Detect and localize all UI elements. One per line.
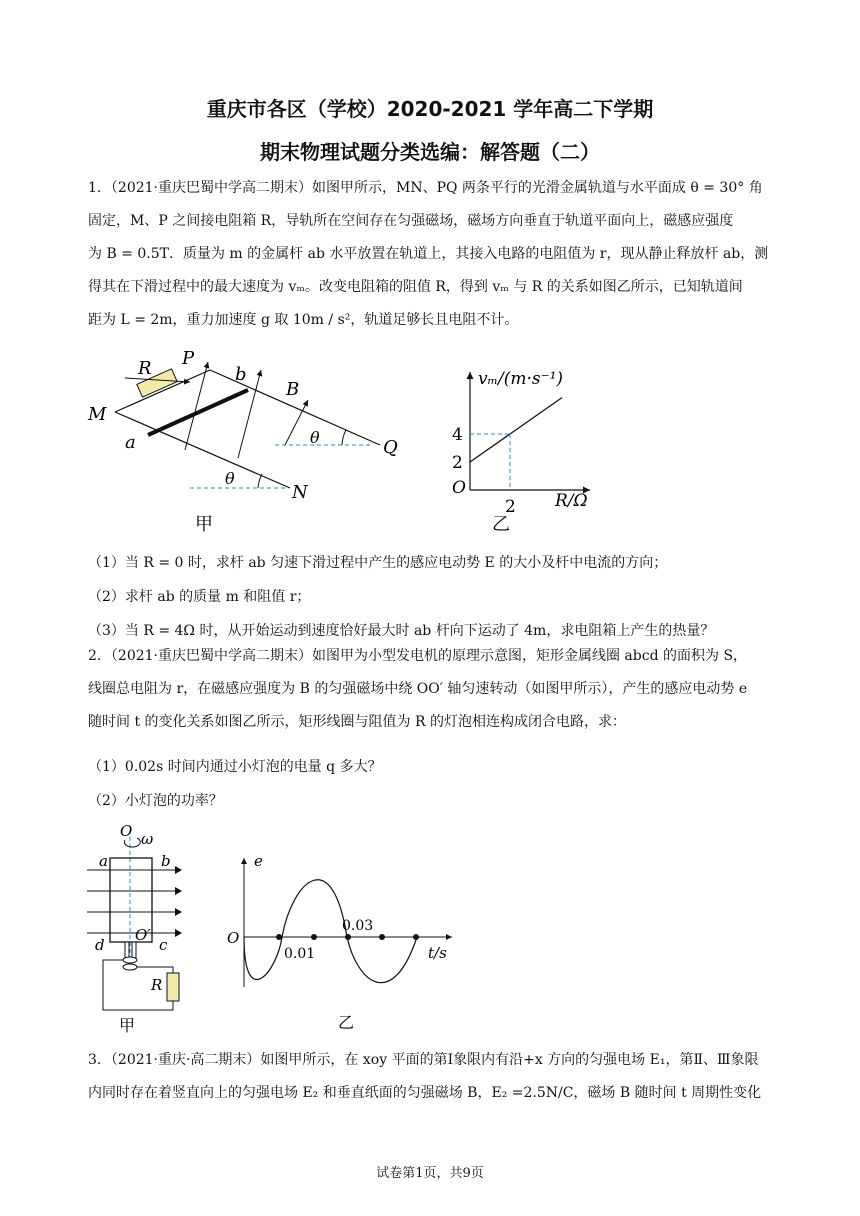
q2-line: 线圈总电阻为 r，在磁感应强度为 B 的匀强磁场中绕 OO′ 轴匀速转动（如图甲所示），产生的感应电动势 e: [88, 681, 748, 697]
q1-figure-jia: [80, 340, 420, 540]
label-theta-bottom: θ: [225, 469, 235, 488]
question-3-text: [88, 1044, 778, 1110]
label-t: t/s: [428, 944, 447, 962]
label-a: a: [99, 852, 108, 870]
question-2-text: [88, 640, 778, 739]
label-R: R: [151, 976, 163, 994]
label-O: O: [120, 822, 133, 840]
q1-line: 得其在下滑过程中的最大速度为 vₘ。改变电阻箱的阻值 R，得到 vₘ 与 R 的关系如图乙所示，已知轨道间: [88, 279, 743, 295]
label-b: b: [161, 852, 171, 870]
figure-caption-yi-2: 乙: [338, 1013, 355, 1032]
q2-figure-yi: [222, 852, 462, 1032]
y-tick-label: 2: [452, 453, 463, 473]
figure-caption-jia-2: 甲: [119, 1016, 136, 1033]
q2-line: 2．（2021·重庆巴蜀中学高二期末）如图甲为小型发电机的原理示意图，矩形金属线圈 abcd 的面积为 S，: [88, 648, 748, 664]
label-P: P: [182, 348, 195, 369]
chart-xlabel: R/Ω: [555, 491, 588, 511]
q2-line: 随时间 t 的变化关系如图乙所示，矩形线圈与阻值为 R 的灯泡相连构成闭合电路，求：: [88, 714, 626, 730]
title-line-2: 期末物理试题分类选编：解答题（二）: [260, 140, 600, 164]
chart-ylabel: vₘ/(m·s⁻¹): [478, 369, 564, 389]
label-Q: Q: [383, 437, 398, 458]
tick-0-01: 0.01: [284, 946, 316, 962]
title-line-1: 重庆市各区（学校）2020-2021 学年高二下学期: [206, 97, 654, 121]
y-tick-label: 4: [452, 425, 463, 445]
x-tick-label: 2: [505, 497, 516, 517]
q3-line: 内同时存在着竖直向上的匀强电场 E₂ 和垂直纸面的匀强磁场 B，E₂ =2.5N/C，磁场 B 随时间 t 周期性变化: [88, 1085, 762, 1101]
label-R: R: [138, 358, 152, 379]
page-footer: 试卷第1页，共9页: [376, 1166, 484, 1181]
tick-0-03: 0.03: [342, 918, 374, 934]
label-M: M: [88, 404, 107, 425]
q1-line: 为 B = 0.5T．质量为 m 的金属杆 ab 水平放置在轨道上，其接入电路的电阻值为 r，现从静止释放杆 ab，测: [88, 246, 769, 262]
label-e: e: [254, 852, 263, 870]
q1-line: 距为 L = 2m，重力加速度 g 取 10m / s²，轨道足够长且电阻不计。: [88, 312, 519, 328]
figure-caption-yi: 乙: [492, 514, 510, 535]
label-d: d: [95, 936, 105, 954]
q1-figure-yi-chart: [440, 360, 610, 535]
label-b: b: [235, 364, 247, 385]
chart-origin: O: [452, 478, 466, 498]
q1-line: 固定，M、P 之间接电阻箱 R，导轨所在空间存在匀强磁场，磁场方向垂直于轨道平面向上，磁感应强度: [88, 213, 734, 229]
q1-sub-2: （2）求杆 ab 的质量 m 和阻值 r；: [88, 589, 311, 605]
q2-sub-1: （1）0.02s 时间内通过小灯泡的电量 q 多大？: [88, 759, 382, 775]
series-line-vm: [470, 398, 562, 462]
question-1-text: [88, 172, 778, 337]
q1-sub-3: （3）当 R = 4Ω 时，从开始运动到速度恰好最大时 ab 杆向下运动了 4m，求电阻箱上产生的热量？: [88, 623, 715, 639]
label-N: N: [292, 482, 308, 503]
label-O-prime: O′: [135, 926, 151, 944]
q1-line: 1．（2021·重庆巴蜀中学高二期末）如图甲所示，MN、PQ 两条平行的光滑金属轨道与水平面成 θ = 30° 角: [88, 180, 763, 196]
label-omega: ω: [141, 830, 154, 848]
q1-sub-1: （1）当 R = 0 时，求杆 ab 匀速下滑过程中产生的感应电动势 E 的大小及杆中电流的方向；: [88, 555, 668, 571]
label-a: a: [125, 432, 136, 453]
label-origin: O: [227, 929, 240, 947]
q2-figure-jia: [85, 818, 205, 1033]
label-B: B: [286, 379, 300, 400]
q2-sub-2: （2）小灯泡的功率？: [88, 793, 223, 809]
label-theta-top: θ: [310, 428, 320, 447]
figure-caption-jia: 甲: [195, 514, 213, 535]
label-c: c: [159, 936, 168, 954]
q3-line: 3．（2021·重庆·高二期末）如图甲所示，在 xoy 平面的第Ⅰ象限内有沿+x 方向的匀强电场 E₁，第Ⅱ、Ⅲ象限: [88, 1052, 759, 1068]
